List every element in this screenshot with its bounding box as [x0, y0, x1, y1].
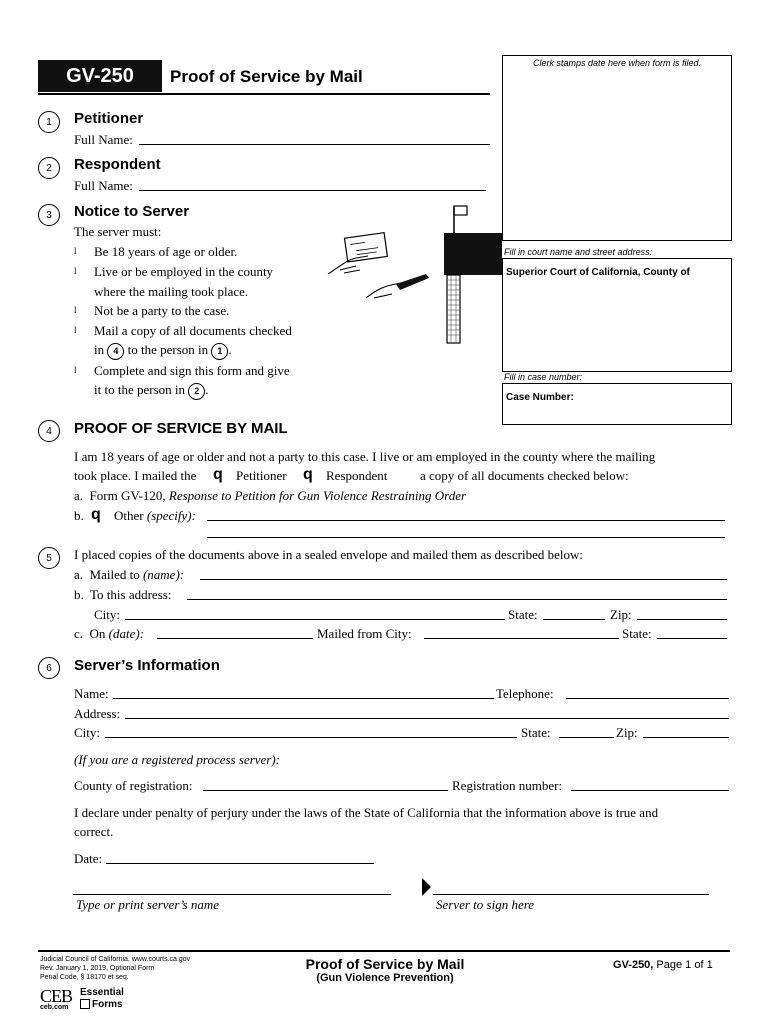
- case-note: Fill in case number:: [504, 372, 583, 382]
- server-address-field[interactable]: [125, 718, 729, 719]
- respondent-checkbox[interactable]: q: [303, 466, 313, 483]
- court-name-label: Superior Court of California, County of: [506, 267, 690, 278]
- mailed-from-state-field[interactable]: [657, 638, 727, 639]
- requirement-county-2: where the mailing took place.: [94, 284, 249, 299]
- petitioner-name-label: Full Name:: [74, 132, 133, 147]
- respondent-option-label: Respondent: [326, 468, 388, 483]
- footer-subtitle: (Gun Violence Prevention): [316, 972, 454, 984]
- telephone-field[interactable]: [566, 698, 729, 699]
- print-name-caption: Type or print server’s name: [76, 897, 219, 912]
- case-number-box[interactable]: [502, 383, 732, 425]
- section-3-title: Notice to Server: [74, 203, 190, 220]
- mail-zip-label: Zip:: [610, 607, 632, 622]
- mail-state-label: State:: [508, 607, 538, 622]
- mailed-from-label: Mailed from City:: [317, 626, 412, 641]
- server-city-field[interactable]: [105, 737, 517, 738]
- section-2-title: Respondent: [74, 156, 161, 173]
- sign-here-caption: Server to sign here: [436, 897, 535, 912]
- form-title: Proof of Service by Mail: [170, 67, 363, 86]
- mail-city-label: City:: [94, 607, 121, 622]
- doc-b-label: b.: [74, 508, 84, 523]
- server-state-label: State:: [521, 725, 551, 740]
- section-4-number: 4: [38, 420, 60, 442]
- mailed-to-name-field[interactable]: [200, 579, 727, 580]
- ref-section-2: 2: [188, 383, 205, 400]
- mailed-to-label: a. Mailed to (name):: [74, 567, 185, 582]
- court-note: Fill in court name and street address:: [504, 247, 653, 257]
- clerk-stamp-box: [502, 55, 732, 241]
- header-rule: [38, 93, 490, 95]
- mail-date-field[interactable]: [157, 638, 313, 639]
- server-name-label: Name:: [74, 686, 109, 701]
- section-1-number: 1: [38, 111, 60, 133]
- server-name-field[interactable]: [113, 698, 494, 699]
- petitioner-name-field[interactable]: [139, 144, 490, 145]
- county-registration-label: County of registration:: [74, 778, 193, 793]
- footer-title-block: [290, 956, 480, 984]
- sign-arrow-icon: [422, 878, 431, 896]
- section-3-number: 3: [38, 204, 60, 226]
- section-4-title: PROOF OF SERVICE BY MAIL: [74, 420, 288, 437]
- respondent-name-label: Full Name:: [74, 178, 133, 193]
- footer-title: Proof of Service by Mail: [305, 956, 465, 972]
- registration-number-label: Registration number:: [452, 778, 563, 793]
- petitioner-option-label: Petitioner: [236, 468, 287, 483]
- server-zip-field[interactable]: [643, 737, 729, 738]
- server-state-field[interactable]: [559, 737, 614, 738]
- printed-name-field[interactable]: [73, 894, 391, 895]
- essential-forms-title: Essential: [80, 987, 124, 998]
- perjury-declaration-1: I declare under penalty of perjury under the laws of the State of California that the information above is true and: [74, 805, 659, 820]
- ceb-logo: [40, 986, 140, 1016]
- server-city-label: City:: [74, 725, 101, 740]
- footer-rule: [38, 950, 730, 952]
- mailed-from-city-field[interactable]: [424, 638, 619, 639]
- date-field[interactable]: [106, 863, 374, 864]
- date-label: Date:: [74, 851, 103, 866]
- section-6-number: 6: [38, 657, 60, 679]
- ref-section-4: 4: [107, 343, 124, 360]
- court-name-box[interactable]: [502, 258, 732, 372]
- mail-date-label: c. On (date):: [74, 626, 145, 641]
- form-id-badge: GV-250: [38, 60, 162, 92]
- mail-city-field[interactable]: [125, 619, 505, 620]
- registered-server-note: (If you are a registered process server):: [74, 752, 281, 767]
- other-doc-checkbox[interactable]: q: [91, 506, 101, 523]
- ceb-logo-site: ceb.com: [40, 1004, 69, 1011]
- bullet-2: l: [74, 266, 77, 276]
- registration-number-field[interactable]: [571, 790, 729, 791]
- footer-source: Judicial Council of California, www.courts.ca.gov Rev. January 1, 2019, Optional Form Penal Code, § 18170 et seq.: [40, 956, 191, 981]
- doc-b-other: Other (specify):: [114, 508, 196, 523]
- requirement-sign-2: it to the person in 2 .: [94, 382, 209, 400]
- bullet-3: l: [74, 305, 77, 315]
- server-address-label: Address:: [74, 706, 121, 721]
- server-must-intro: The server must:: [74, 224, 162, 239]
- address-label: b. To this address:: [74, 587, 172, 602]
- section-6-title: Server’s Information: [74, 657, 220, 674]
- requirement-county-1: Live or be employed in the county: [94, 264, 274, 279]
- server-zip-label: Zip:: [616, 725, 638, 740]
- section-2-number: 2: [38, 157, 60, 179]
- footer-page: GV-250, Page 1 of 1: [613, 959, 713, 971]
- requirement-mail-1: Mail a copy of all documents checked: [94, 323, 292, 338]
- requirement-mail-2: in 4 to the person in 1 .: [94, 342, 232, 360]
- other-doc-field-2[interactable]: [207, 537, 725, 538]
- mailing-address-field[interactable]: [187, 599, 727, 600]
- requirement-sign-1: Complete and sign this form and give: [94, 363, 290, 378]
- section-5-intro: I placed copies of the documents above in a sealed envelope and mailed them as described below:: [74, 547, 583, 562]
- clerk-note: Clerk stamps date here when form is filed.: [532, 58, 702, 68]
- signature-field[interactable]: [433, 894, 709, 895]
- petitioner-checkbox[interactable]: q: [213, 466, 223, 483]
- section-1-title: Petitioner: [74, 110, 144, 127]
- respondent-name-field[interactable]: [139, 190, 486, 191]
- telephone-label: Telephone:: [496, 686, 554, 701]
- perjury-declaration-2: correct.: [74, 824, 114, 839]
- other-doc-field[interactable]: [207, 520, 725, 521]
- ceb-logo-mark: CEB: [40, 986, 73, 1006]
- proof-statement-line2: took place. I mailed the: [74, 468, 197, 483]
- bullet-5: l: [74, 365, 77, 375]
- documents-checked-text: a copy of all documents checked below:: [420, 468, 629, 483]
- doc-a: a. Form GV-120, Response to Petition for Gun Violence Restraining Order: [74, 488, 467, 503]
- proof-statement-line1: I am 18 years of age or older and not a party to this case. I live or am employed in the county where the mailing: [74, 449, 656, 464]
- county-registration-field[interactable]: [203, 790, 448, 791]
- case-number-label: Case Number:: [506, 392, 574, 403]
- mailed-from-state-label: State:: [622, 626, 652, 641]
- requirement-age: Be 18 years of age or older.: [94, 244, 238, 259]
- mail-state-field[interactable]: [543, 619, 605, 620]
- requirement-not-party: Not be a party to the case.: [94, 303, 230, 318]
- ref-section-1: 1: [211, 343, 228, 360]
- essential-forms-forms: Forms: [80, 999, 123, 1010]
- section-5-number: 5: [38, 547, 60, 569]
- bullet-1: l: [74, 246, 77, 256]
- bullet-4: l: [74, 325, 77, 335]
- mail-zip-field[interactable]: [637, 619, 727, 620]
- mailbox-illustration: [326, 198, 506, 348]
